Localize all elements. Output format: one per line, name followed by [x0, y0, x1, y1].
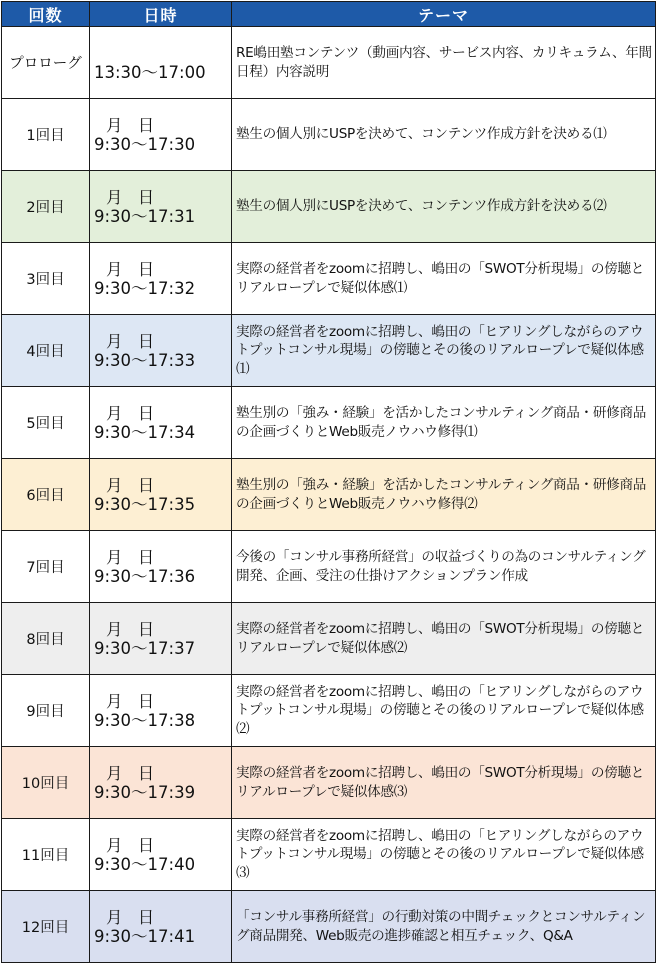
- table-row: [2, 387, 656, 459]
- session-time: 9:30～17:31: [94, 206, 196, 226]
- session-date: [90, 315, 232, 387]
- session-theme: 今後の「コンサル事務所経営」の収益づくりの為のコンサルティング開発、企画、受注の仕掛けアクションプラン作成: [232, 531, 656, 603]
- session-time: 9:30～17:39: [94, 782, 196, 802]
- session-number: 8回目: [2, 603, 90, 675]
- session-month-day: [94, 44, 231, 63]
- table-row: [2, 819, 656, 891]
- session-month-day: 月 日: [106, 619, 155, 639]
- session-time: 9:30～17:30: [94, 134, 196, 154]
- session-date: [90, 99, 232, 171]
- session-month-day: 月 日: [106, 115, 155, 135]
- session-time: 9:30～17:32: [94, 278, 196, 298]
- session-theme: 塾生の個人別にUSPを決めて、コンテンツ作成方針を決める⑵: [232, 171, 656, 243]
- session-date: [90, 747, 232, 819]
- session-date: [90, 171, 232, 243]
- session-time: 9:30～17:35: [94, 494, 196, 514]
- session-month-day: 月 日: [106, 259, 155, 279]
- session-month-day: 月 日: [106, 187, 155, 207]
- table-row: [2, 171, 656, 243]
- header-col-date: 日時: [90, 2, 232, 27]
- session-theme: 「コンサル事務所経営」の行動対策の中間チェックとコンサルティング商品開発、Web販売の進捗確認と相互チェック、Q&A: [232, 891, 656, 963]
- session-theme: RE嶋田塾コンテンツ（動画内容、サービス内容、カリキュラム、年間日程）内容説明: [232, 27, 656, 99]
- session-time: 9:30～17:38: [94, 710, 196, 730]
- table-row: [2, 747, 656, 819]
- session-theme: 実際の経営者をzoomに招聘し、嶋田の「ヒアリングしながらのアウトプットコンサル現場」の傍聴とその後のリアルロープレで疑似体感⑶: [232, 819, 656, 891]
- session-time: 9:30～17:33: [94, 350, 196, 370]
- schedule-table: [1, 1, 656, 963]
- session-number: 7回目: [2, 531, 90, 603]
- table-row: [2, 27, 656, 99]
- session-date: [90, 819, 232, 891]
- session-time: 9:30～17:34: [94, 422, 196, 442]
- session-theme: 塾生の個人別にUSPを決めて、コンテンツ作成方針を決める⑴: [232, 99, 656, 171]
- session-month-day: 月 日: [106, 691, 155, 711]
- session-number: 4回目: [2, 315, 90, 387]
- session-number: 1回目: [2, 99, 90, 171]
- session-time: 9:30～17:36: [94, 566, 196, 586]
- session-theme: 実際の経営者をzoomに招聘し、嶋田の「ヒアリングしながらのアウトプットコンサル現場」の傍聴とその後のリアルロープレで疑似体感⑵: [232, 675, 656, 747]
- session-month-day: 月 日: [106, 331, 155, 351]
- table-row: [2, 459, 656, 531]
- session-date: [90, 459, 232, 531]
- session-time: 9:30～17:37: [94, 638, 196, 658]
- session-month-day: 月 日: [106, 763, 155, 783]
- session-month-day: 月 日: [106, 547, 155, 567]
- table-row: [2, 603, 656, 675]
- session-theme: 実際の経営者をzoomに招聘し、嶋田の「SWOT分析現場」の傍聴とリアルロープレで疑似体感⑴: [232, 243, 656, 315]
- session-number: 2回目: [2, 171, 90, 243]
- session-number: 9回目: [2, 675, 90, 747]
- header-col-theme: テーマ: [232, 2, 656, 27]
- session-month-day: 月 日: [106, 475, 155, 495]
- session-month-day: 月 日: [106, 907, 155, 927]
- session-theme: 実際の経営者をzoomに招聘し、嶋田の「ヒアリングしながらのアウトプットコンサル現場」の傍聴とその後のリアルロープレで疑似体感⑴: [232, 315, 656, 387]
- session-number: 6回目: [2, 459, 90, 531]
- header-row: [2, 2, 656, 27]
- session-number: 3回目: [2, 243, 90, 315]
- session-number: 11回目: [2, 819, 90, 891]
- session-date: [90, 675, 232, 747]
- header-col-no: 回数: [2, 2, 90, 27]
- table-row: [2, 315, 656, 387]
- table-row: [2, 531, 656, 603]
- session-theme: 塾生別の「強み・経験」を活かしたコンサルティング商品・研修商品の企画づくりとWeb販売ノウハウ修得⑵: [232, 459, 656, 531]
- table-row: [2, 99, 656, 171]
- session-date: [90, 603, 232, 675]
- session-number: プロローグ: [2, 27, 90, 99]
- session-date: [90, 891, 232, 963]
- session-date: [90, 27, 232, 99]
- session-time: 9:30～17:40: [94, 854, 196, 874]
- session-date: [90, 387, 232, 459]
- session-month-day: 月 日: [106, 835, 155, 855]
- session-number: 10回目: [2, 747, 90, 819]
- session-number: 5回目: [2, 387, 90, 459]
- table-row: [2, 675, 656, 747]
- table-row: [2, 891, 656, 963]
- session-theme: 塾生別の「強み・経験」を活かしたコンサルティング商品・研修商品の企画づくりとWeb販売ノウハウ修得⑴: [232, 387, 656, 459]
- table-row: [2, 243, 656, 315]
- session-time: 13:30～17:00: [94, 62, 206, 82]
- session-date: [90, 243, 232, 315]
- session-number: 12回目: [2, 891, 90, 963]
- session-month-day: 月 日: [106, 403, 155, 423]
- session-theme: 実際の経営者をzoomに招聘し、嶋田の「SWOT分析現場」の傍聴とリアルロープレで疑似体感⑶: [232, 747, 656, 819]
- table-header: [2, 2, 656, 27]
- session-theme: 実際の経営者をzoomに招聘し、嶋田の「SWOT分析現場」の傍聴とリアルロープレで疑似体感⑵: [232, 603, 656, 675]
- session-date: [90, 531, 232, 603]
- session-time: 9:30～17:41: [94, 926, 196, 946]
